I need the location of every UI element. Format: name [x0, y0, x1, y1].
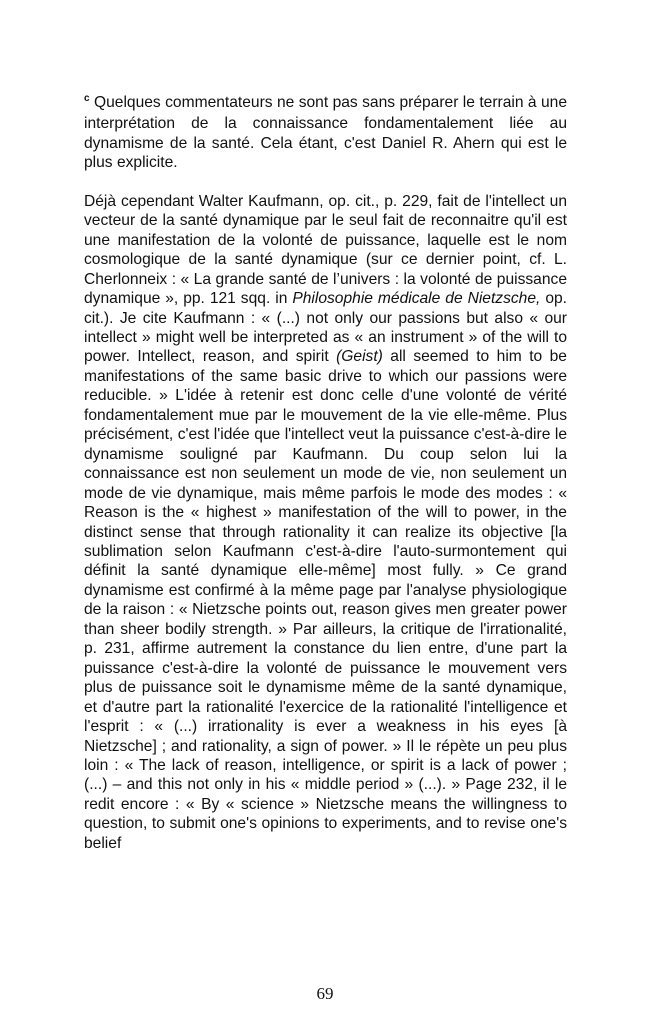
paragraph-text-part1: Déjà cependant Walter Kaufmann, op. cit., p. 229, fait de l'intellect un vecteur de la santé dynamique par le seul fait de reconnaitre qu'il est une manifestation de la volonté de puissance, laquelle est le nom cosmologique de la santé dynamique (sur ce dernier point, cf. L. Cherlonneix : « La grande santé de l’univers : la volonté de puissance dynamique », pp. 121 sqq. in [84, 192, 567, 308]
page-number: 69 [316, 984, 334, 1003]
paragraph-kaufmann [84, 192, 567, 853]
note-marker: c [84, 93, 90, 104]
book-title: Philosophie médicale de Nietzsche, [292, 290, 541, 308]
footnote-text [84, 93, 567, 853]
geist-term: (Geist) [336, 348, 383, 366]
paragraph-intro [84, 93, 567, 173]
paragraph-text-part3: all seemed to him to be manifestations of the same basic drive to which our passions were reducible. » L'idée à retenir est donc celle d'une volonté de vérité fondamentalement mue par le mouvement de la vie elle-même. Plus précisément, c'est l'idée que l'intellect veut la puissance c'est-à-dire le dynamisme souligné par Kaufmann. Du coup selon lui la connaissance est non seulement un mode de vie, non seulement un mode de vie dynamique, mais même parfois le mode des modes : « Reason is the « highest » manifestation of the will to power, in the distinct sense that through rationality it can realize its objective [la sublimation selon Kaufmann c'est-à-dire l'auto-surmontement qui définit la santé dynamique elle-même] most fully. » Ce grand dynamisme est confirmé à la même page par l'analyse physiologique de la raison : « Nietzsche points out, reason gives men greater power than sheer bodily strength. » Par ailleurs, la critique de l'irrationalité, p. 231, affirme autrement la constance du lien entre, d'une part la puissance c'est-à-dire la volonté de puissance le mouvement vers plus de puissance soit le dynamisme même de la santé dynamique, et d'autre part la rationalité l'exercice de la rationalité l'intelligence et l'esprit : « (...) irrationality is ever a weakness in his eyes [à Nietzsche] ; and rationality, a sign of power. » Il le répète un peu plus loin : « The lack of reason, intelligence, or spirit is a lack of power ; (...) – and this not only in his « middle period » (...). » Page 232, il le redit encore : « By « science » Nietzsche means the willingness to question, to submit one's opinions to experiments, and to revise one's belief [84, 348, 567, 852]
paragraph-intro-text: Quelques commentateurs ne sont pas sans préparer le terrain à une interprétation de la connaissance fondamentalement liée au dynamisme de la santé. Cela étant, c'est Daniel R. Ahern qui est le plus explicite. [84, 94, 567, 172]
paragraph-text-part2: op. cit.). Je cite Kaufmann : « (...) not only our passions but also « our intellect » might well be interpreted as « an instrument » of the will to power. Intellect, reason, and spirit [84, 290, 568, 366]
